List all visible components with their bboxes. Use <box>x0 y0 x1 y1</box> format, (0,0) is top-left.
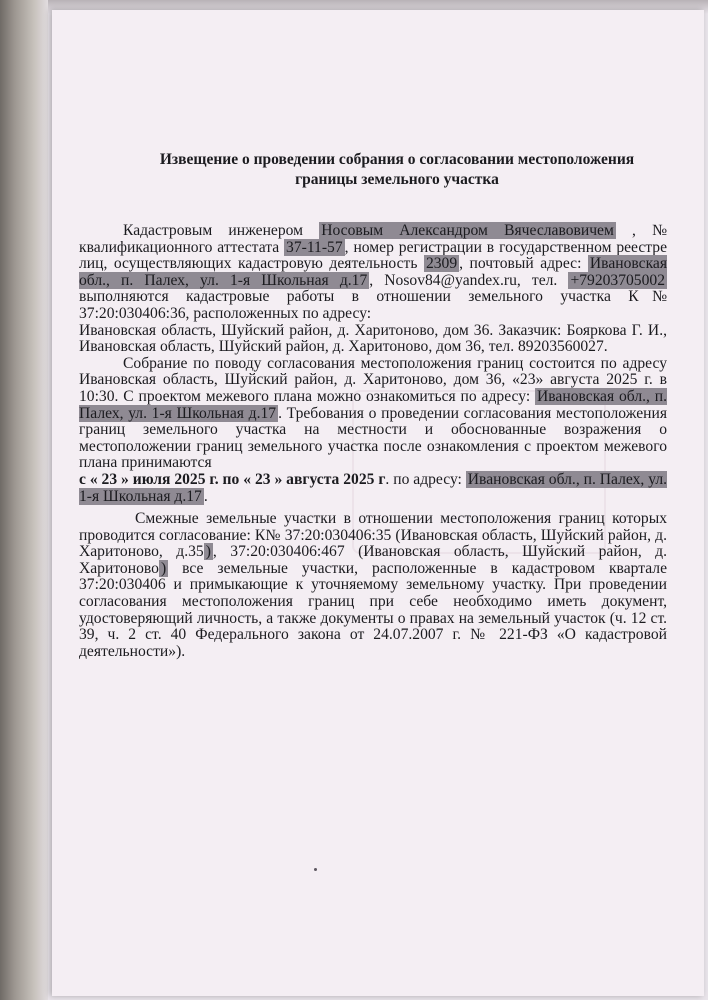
email-text: , Nosov84@yandex.ru, тел. <box>369 271 569 289</box>
text-run: Кадастровым инженером <box>123 222 320 239</box>
text-run: все земельные участки, расположенные в кадастровом квартале 37:20:030406 и примыкающие к уточняемому земельному участку. При проведении согласования местоположения границ при себе необходимо иметь документ, удостоверяющий личность, а также документы о правах на земельный участок (ч. 12 ст. 39, ч. 2 ст. 40 Федерального закона от 24.07.2007 г. № 221-ФЗ «О кадастровой деятельности»). <box>79 559 667 660</box>
paragraph-customer: Ивановская область, Шуйский район, д. Харитоново, дом 36. Заказчик: Бояркова Г. И., Ивановская область, Шуйский район, д. Харитоново, дом 36, тел. 89203560027. <box>79 321 667 356</box>
postal-address-highlight: Ивановская обл., п. Палех, ул. 1-я Школьная д.17 <box>79 255 668 289</box>
paper-speck <box>314 868 317 871</box>
text-run: . по адресу: <box>385 470 466 488</box>
engineer-name-highlight: Носовым Александром Вячеславовичем <box>321 222 614 239</box>
objections-address-highlight: Ивановская обл., п. Палех, ул. 1-я Школьная д.17 <box>79 470 667 505</box>
binding-edge <box>0 0 48 1000</box>
project-address-highlight: Ивановская обл., п. Палех, ул. 1-я Школьная д.17 <box>79 387 667 422</box>
text-run: Собрание по поводу согласования местоположения границ состоится по адресу Ивановская область, Шуйский район, д. Харитоново, дом 36, «23» августа 2025 г. в 10:30. С проектом межевого плана можно ознакомиться по адресу: <box>79 354 667 405</box>
redaction-mark: ) <box>160 559 167 577</box>
paragraph-meeting <box>79 356 667 505</box>
text-run: Смежные земельные участки в отношении местоположения границ которых проводится согласование: К№ 37:20:030406:35 (Ивановская область, Шуйский район, д. Харитоново, д.35 <box>79 510 667 561</box>
notice-title-line1: Извещение о проведении собрания о согласовании местоположения <box>159 151 635 168</box>
text-run: выполняются кадастровые работы в отношении земельного участка К№ 37:20:030406:36, расположенных по адресу: <box>79 288 667 322</box>
notice-title <box>112 150 682 190</box>
text-run: . Требования о проведении согласования местоположения границ земельного участка на местности и обоснованные возражения о местоположении границ земельного участка после ознакомления с проектом межевого плана принимаются <box>79 404 667 472</box>
document-page <box>52 10 704 996</box>
paragraph-engineer <box>79 223 667 323</box>
certificate-number-highlight: 37-11-57 <box>286 238 343 256</box>
redaction-mark: ) <box>205 543 211 561</box>
notice-body <box>79 223 667 660</box>
text-run: . <box>203 487 208 505</box>
text-run: , почтовый адрес: <box>459 255 588 273</box>
paragraph-adjacent-plots <box>79 511 667 660</box>
phone-highlight: +79203705002 <box>570 271 665 289</box>
date-range: с « 23 » июля 2025 г. по « 23 » августа 2025 г <box>79 470 386 488</box>
registration-number-highlight: 2309 <box>425 255 458 273</box>
text-run: , № квалификационного аттестата <box>79 222 668 256</box>
text-run: , номер регистрации в государственном реестре лиц, осуществляющих кадастровую деятельность <box>79 238 668 273</box>
notice-title-line2: границы земельного участка <box>295 171 499 188</box>
text-run: , 37:20:030406:467 (Ивановская область, Шуйский район, д. Харитоново <box>79 543 668 577</box>
